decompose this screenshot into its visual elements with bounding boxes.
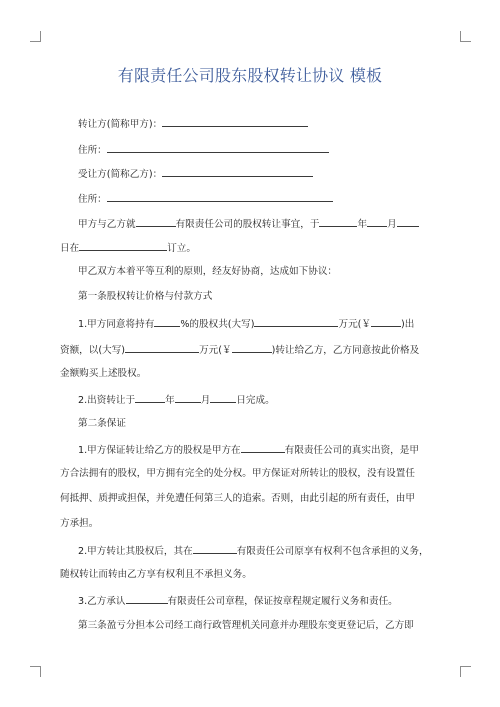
article-1-clause-1-line-3 xyxy=(0,368,500,380)
text-segment: %的股权共(大写) xyxy=(180,319,255,330)
paragraph-intro-line-2 xyxy=(0,241,500,255)
article-2-heading xyxy=(0,418,500,430)
completion-year-blank[interactable] xyxy=(135,393,165,403)
paragraph-intro-line-1 xyxy=(0,217,500,231)
text-segment: 甲方与乙方就 xyxy=(78,219,136,230)
completion-month-blank[interactable] xyxy=(175,393,201,403)
article-1-clause-1-line-1 xyxy=(0,317,500,331)
text-segment: 年 xyxy=(165,395,175,406)
text-segment: 甲乙双方本着平等互利的原则，经友好协商，达成如下协议： xyxy=(78,266,338,277)
text-segment: 方承担。 xyxy=(60,518,99,529)
text-segment: 方合法拥有的股权，甲方拥有完全的处分权。甲方保证对所转让的股权，没有设置任 xyxy=(60,468,415,479)
amount-number-blank[interactable] xyxy=(371,317,401,327)
text-segment: 订立。 xyxy=(167,243,196,254)
transferee-label: 受让方(简称乙方)： xyxy=(78,169,163,180)
text-segment: 日在 xyxy=(60,243,80,254)
price-number-blank[interactable] xyxy=(232,343,272,353)
article-2-clause-1-line-2 xyxy=(0,468,500,480)
margin-mark-bottom-left xyxy=(30,666,41,677)
percent-blank[interactable] xyxy=(154,317,180,327)
transferor-address-blank[interactable] xyxy=(107,143,329,153)
text-segment: 2.出资转让于 xyxy=(78,395,136,406)
day-blank[interactable] xyxy=(397,217,419,227)
transferee-line xyxy=(0,167,500,181)
margin-mark-top-right xyxy=(460,31,471,42)
text-segment: )转让给乙方，乙方同意按此价格及 xyxy=(271,345,420,356)
guarantee-company-blank[interactable] xyxy=(241,443,285,453)
text-segment: 有限责任公司的真实出资，是甲 xyxy=(284,445,419,456)
transferor-blank[interactable] xyxy=(162,117,308,127)
transferor-line xyxy=(0,117,500,131)
article-3-line-1 xyxy=(0,620,500,632)
transferee-address-line xyxy=(0,192,500,206)
transferee-blank[interactable] xyxy=(162,167,313,177)
text-segment: )出 xyxy=(401,319,415,330)
article-2-clause-1-line-1 xyxy=(0,443,500,457)
article-2-clause-3 xyxy=(0,594,500,608)
rights-company-blank[interactable] xyxy=(193,544,237,554)
text-segment: 万元(￥ xyxy=(199,345,232,356)
article-1-clause-2 xyxy=(0,393,500,407)
year-blank[interactable] xyxy=(319,217,357,227)
article-2-clause-2-line-1 xyxy=(0,544,500,558)
article-2-clause-1-line-4 xyxy=(0,518,500,530)
transferor-label: 转让方(简称甲方)： xyxy=(78,119,163,130)
text-segment: 第一条股权转让价格与付款方式 xyxy=(78,291,213,302)
article-1-clause-1-line-2 xyxy=(0,343,500,357)
amount-words-blank[interactable] xyxy=(254,317,338,327)
margin-mark-bottom-right xyxy=(460,666,471,677)
completion-day-blank[interactable] xyxy=(210,393,236,403)
article-2-clause-1-line-3 xyxy=(0,493,500,505)
text-segment: 第二条保证 xyxy=(78,418,126,429)
text-segment: 第三条盈亏分担本公司经工商行政管理机关同意并办理股东变更登记后，乙方即 xyxy=(78,620,414,631)
article-2-clause-2-line-2 xyxy=(0,569,500,581)
text-segment: 资额，以(大写) xyxy=(60,345,126,356)
place-blank[interactable] xyxy=(79,241,167,251)
text-segment: 2.甲方转让其股权后，其在 xyxy=(78,546,193,557)
text-segment: 有限责任公司原享有权利不包含承担的义务， xyxy=(236,546,429,557)
transferor-address-label: 住所： xyxy=(78,145,107,156)
text-segment: 月 xyxy=(200,395,211,406)
margin-mark-top-left xyxy=(30,31,41,42)
text-segment: 1.甲方同意将持有 xyxy=(78,319,155,330)
article-1-heading xyxy=(0,291,500,303)
text-segment: 有限责任公司的股权转让事宜，于 xyxy=(175,219,320,230)
price-words-blank[interactable] xyxy=(125,343,199,353)
company-blank[interactable] xyxy=(136,217,176,227)
text-segment: 1.甲方保证转让给乙方的股权是甲方在 xyxy=(78,445,241,456)
transferee-address-label: 住所： xyxy=(78,194,107,205)
text-segment: 3.乙方承认 xyxy=(78,596,126,607)
text-segment: 有限责任公司章程，保证按章程规定履行义务和责任。 xyxy=(167,596,398,607)
text-segment: 金额购买上述股权。 xyxy=(60,368,147,379)
text-segment: 随权转让而转由乙方享有权利且不承担义务。 xyxy=(60,569,252,580)
transferee-address-blank[interactable] xyxy=(107,192,333,202)
document-title: 有限责任公司股东股权转让协议 模板 xyxy=(117,66,383,85)
month-blank[interactable] xyxy=(367,217,387,227)
text-segment: 万元(￥ xyxy=(338,319,372,330)
principle-paragraph xyxy=(0,266,500,278)
text-segment: 年 xyxy=(357,219,368,230)
text-segment: 日完成。 xyxy=(236,395,275,406)
articles-company-blank[interactable] xyxy=(126,594,168,604)
text-segment: 何抵押、质押或担保，并免遭任何第三人的追索。否则，由此引起的所有责任，由甲 xyxy=(60,493,415,504)
text-segment: 月 xyxy=(387,219,397,230)
transferor-address-line xyxy=(0,143,500,157)
